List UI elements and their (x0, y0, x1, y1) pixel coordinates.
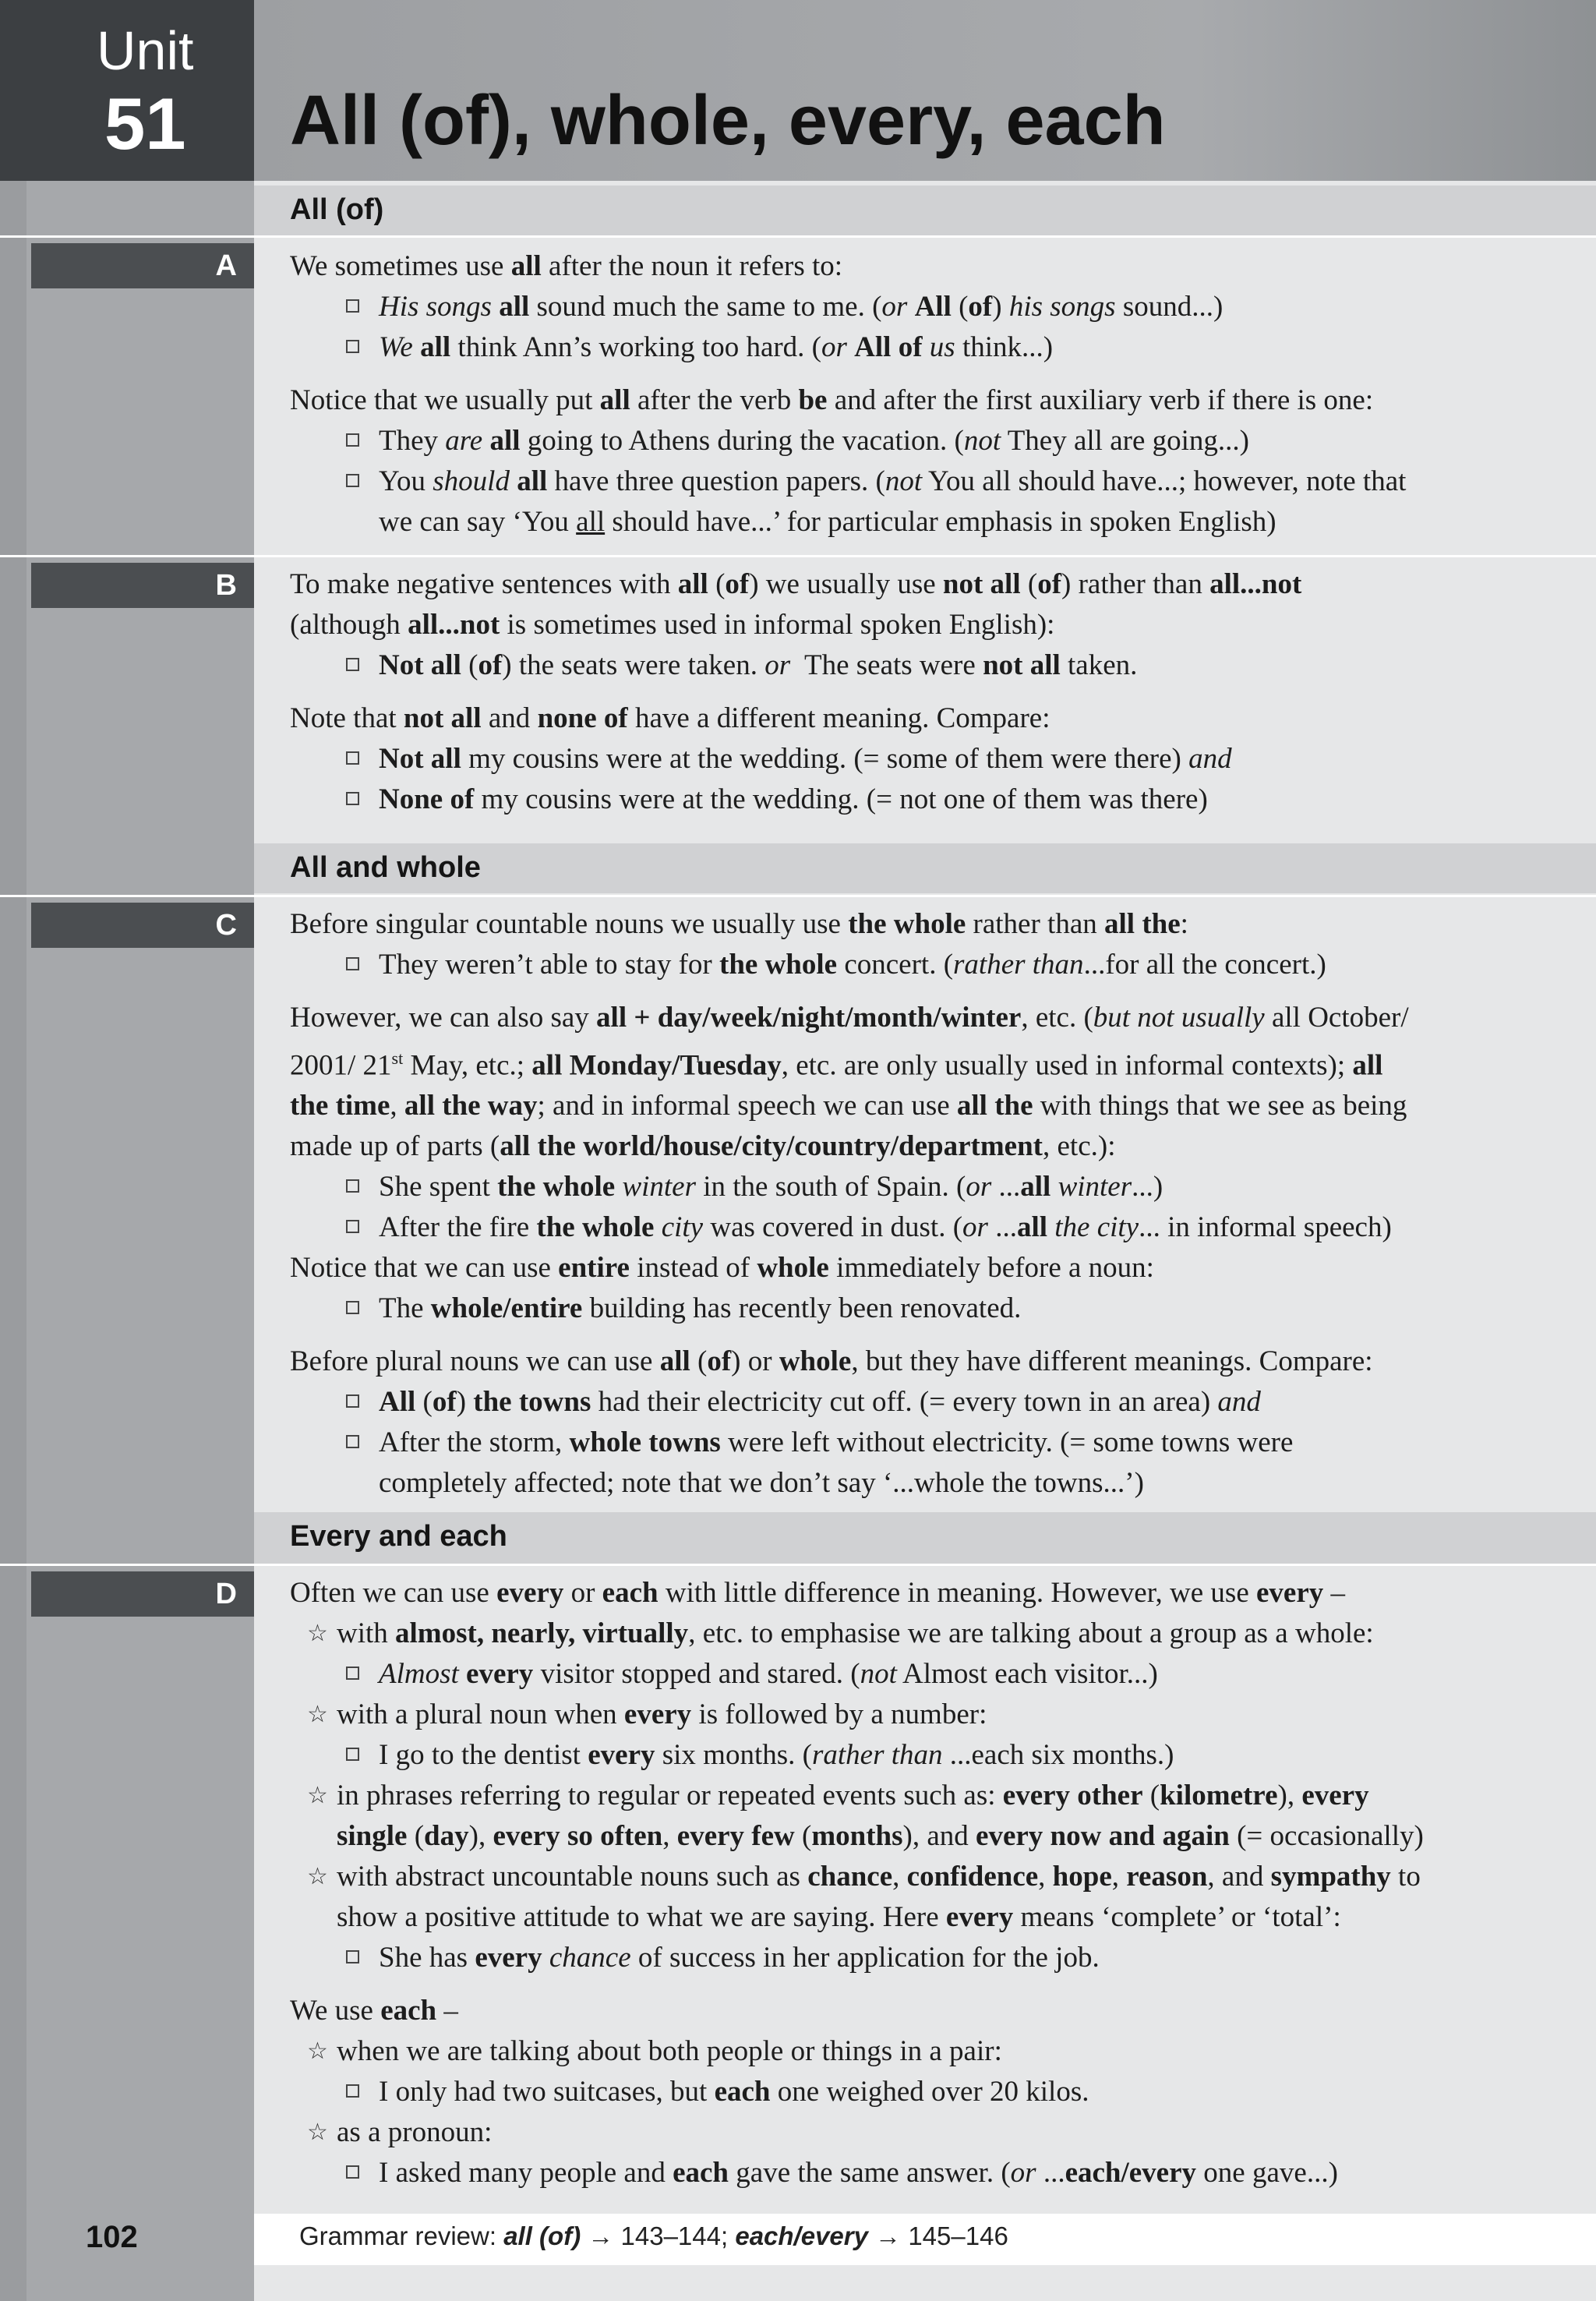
checkbox-icon (346, 340, 359, 353)
checkbox-icon (346, 1667, 359, 1680)
footer-ref-2[interactable]: → 145–146 (867, 2221, 1008, 2250)
checkbox-icon (346, 751, 359, 765)
divider (0, 1564, 1596, 1566)
footer-ref-1[interactable]: → 143–144; (581, 2221, 736, 2250)
checkbox-icon (346, 1394, 359, 1408)
left-margin-column (0, 0, 254, 2301)
section-heading-all-whole (254, 843, 1596, 893)
star-icon: ☆ (307, 1701, 328, 1728)
divider (0, 895, 1596, 897)
checkbox-icon (346, 2165, 359, 2179)
checkbox-icon (346, 299, 359, 313)
checkbox-icon (346, 433, 359, 447)
section-heading-text: All (of) (290, 193, 384, 226)
checkbox-icon (346, 1301, 359, 1314)
footer-text (299, 2221, 1008, 2251)
section-b-text: To make negative sentences with all (of) we usually use not all (of) rather than all...not (although all...not is sometimes used in informal spoken English): Not all (of) the seats were taken. or The seats were not all taken. Note that not all and none of have a different meaning. Compare: Not all my cousins were at the wedding. (= some of them were there) and None of my cousins were at the wedding. (= not one of them was there) (290, 568, 1302, 815)
section-label-b (31, 563, 254, 608)
section-c-text: Before singular countable nouns we usually use the whole rather than all the: They weren’t able to stay for the whole concert. (rather than...for all the concert.) However, we can also say all + day/week/night/month/winter, etc. (but not usually all October/ 2001/ 21st May, etc.; all Monday/Tuesday, etc. are only usually used in informal contexts); all the time, all the way; and in informal speech we can use all the with things that we see as being made up of parts (all the world/house/city/country/department, etc.): She spent the whole winter in the south of Spain. (or ...all winter...) After the fire the whole city was covered in dust. (or ...all the city... in informal speech) Notice that we can use entire instead of whole immediately before a noun: The whole/entire building has recently been renovated. Before plural nouns we can use all (of) or whole, but they have different meanings. Compare: All (of) the towns had their electricity cut off. (= every town in an area) and After the storm, whole towns were left without electricity. (= some towns were completely affected; note that we don’t say ‘...whole the towns...’) (290, 908, 1409, 1500)
footer-prefix: Grammar review: (299, 2221, 504, 2250)
section-heading-every-each (254, 1512, 1596, 1564)
footer-term-2[interactable]: each/every (735, 2221, 868, 2250)
section-label-a (31, 243, 254, 288)
divider (0, 555, 1596, 557)
section-heading-text: Every and each (290, 1520, 507, 1553)
star-icon: ☆ (307, 2119, 328, 2146)
section-label-text: C (215, 909, 237, 942)
section-heading-all-of (254, 186, 1596, 235)
footer-term-1[interactable]: all (of) (503, 2221, 581, 2250)
unit-word: Unit (97, 20, 194, 81)
page-edge-strip (0, 181, 26, 2301)
checkbox-icon (346, 1950, 359, 1963)
checkbox-icon (346, 2084, 359, 2098)
page-title: All (of), whole, every, each (290, 82, 1166, 160)
checkbox-icon (346, 658, 359, 671)
star-icon: ☆ (307, 1782, 328, 1809)
unit-badge (0, 0, 254, 181)
checkbox-icon (346, 1179, 359, 1193)
section-d-text: Often we can use every or each with little difference in meaning. However, we use every – ☆ with almost, nearly, virtually, etc. to emphasise we are talking about a group as a whole: Almost every visitor stopped and stared. (not Almost each visitor...) ☆ with a plural noun when every is followed by a number: I go to the dentist every six months. (rather than ...each six months.) ☆ in phrases referring to regular or repeated events such as: every other (kilometre), every single (day), every so often, every few (months), and every now and again (= occasionally) ☆ with abstract uncountable nouns such as chance, confidence, hope, reason, and sympathy to show a positive attitude to what we are saying. Here every means ‘complete’ or ‘total’: She has every chance of success in her application for the job. We use each – ☆ when we are talking about both people or things in a pair: I only had two suitcases, but each one weighed over 20 kilos. ☆ as a pronoun: I asked many people and each gave the same answer. (or ...each/every one gave...) (290, 1577, 1424, 2189)
footer-cross-reference (254, 2214, 1596, 2265)
checkbox-icon (346, 1220, 359, 1233)
section-a-text: We sometimes use all after the noun it refers to: His songs all sound much the same to me. (or All (of) his songs sound...) We all think Ann’s working too hard. (or All of us think...) Notice that we usually put all after the verb be and after the first auxiliary verb if there is one: They are all going to Athens during the vacation. (not They all are going...) You should all have three question papers. (not You all should have...; however, note that we can say ‘You all should have...’ for particular emphasis in spoken English) (290, 250, 1407, 538)
star-icon: ☆ (307, 1620, 328, 1647)
section-label-text: D (215, 1578, 237, 1610)
checkbox-icon (346, 792, 359, 805)
page-number: 102 (86, 2220, 138, 2254)
checkbox-icon (346, 474, 359, 487)
section-label-text: B (215, 569, 237, 602)
section-label-c (31, 903, 254, 948)
unit-number: 51 (104, 83, 186, 164)
title-bar (254, 0, 1596, 181)
section-heading-text: All and whole (290, 851, 481, 884)
star-icon: ☆ (307, 1863, 328, 1890)
divider (0, 235, 1596, 238)
checkbox-icon (346, 1748, 359, 1761)
section-label-text: A (215, 249, 237, 282)
star-icon: ☆ (307, 2038, 328, 2065)
section-label-d (31, 1571, 254, 1617)
checkbox-icon (346, 1435, 359, 1448)
checkbox-icon (346, 957, 359, 970)
